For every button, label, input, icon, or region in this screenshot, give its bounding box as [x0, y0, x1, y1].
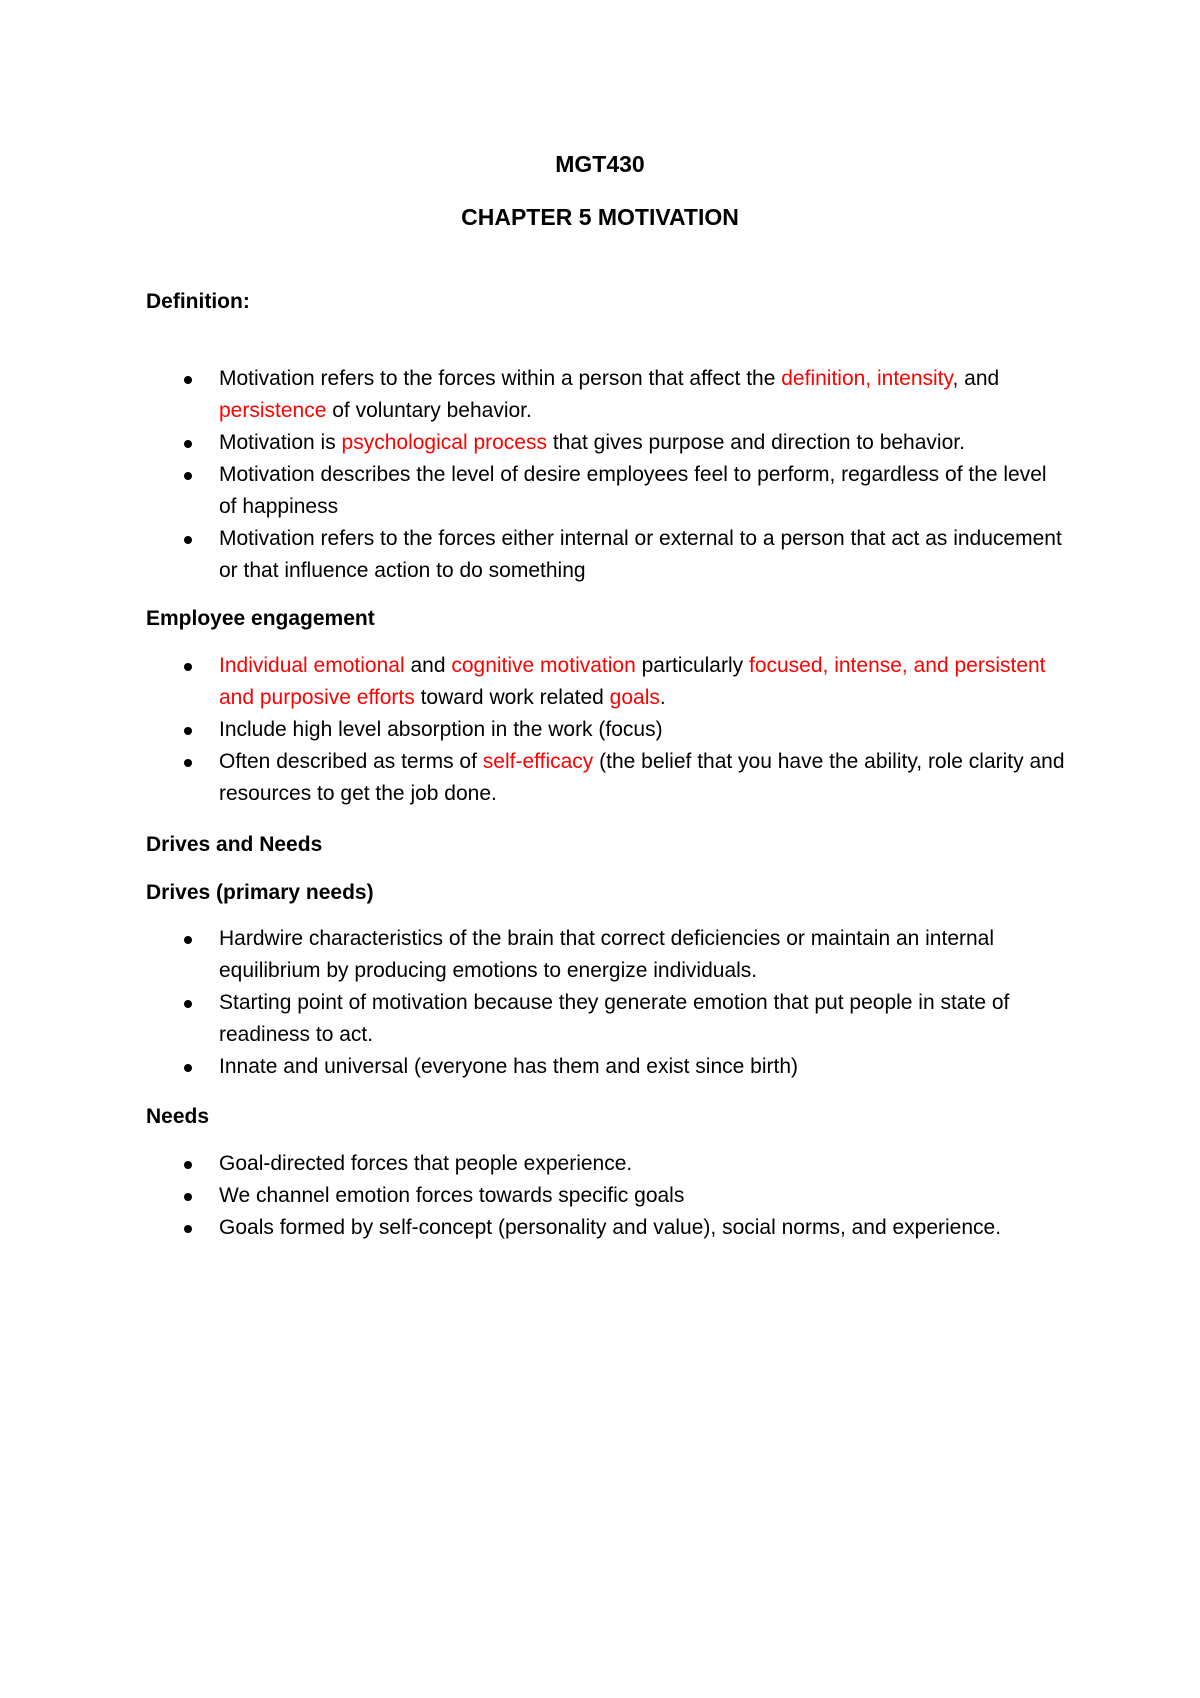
bullet-text	[219, 459, 1066, 523]
bullet-dot-icon	[184, 663, 192, 671]
highlighted-term: cognitive motivation	[451, 654, 636, 677]
bullet-item	[146, 987, 1066, 1051]
bullet-dot-icon	[184, 440, 192, 448]
bullet-text	[219, 1148, 1066, 1180]
employee-engagement-list	[146, 650, 1066, 810]
text-segment: We channel emotion forces towards specific goals	[219, 1184, 685, 1207]
bullet-item	[146, 650, 1066, 714]
bullet-dot-icon	[184, 759, 192, 767]
text-segment: Often described as terms of	[219, 750, 483, 773]
text-segment: Motivation is	[219, 431, 342, 454]
bullet-text	[219, 1180, 1066, 1212]
heading-employee-engagement: Employee engagement	[146, 607, 375, 630]
bullet-dot-icon	[184, 936, 192, 944]
bullet-dot-icon	[184, 472, 192, 480]
text-segment: toward work related	[414, 686, 610, 709]
drives-primary-list	[146, 923, 1066, 1083]
definition-list	[146, 363, 1066, 587]
text-segment: (the belief that you have the ability, role clarity and resources to get the job done.	[219, 750, 1065, 805]
bullet-text	[219, 1212, 1066, 1244]
highlighted-term: goals	[609, 686, 660, 709]
heading-drives-primary: Drives (primary needs)	[146, 881, 374, 904]
text-segment: Motivation refers to the forces either internal or external to a person that act as inducement or that influence action to do something	[219, 527, 1062, 582]
bullet-dot-icon	[184, 1000, 192, 1008]
highlighted-term: definition, intensity	[781, 367, 953, 390]
text-segment: Goal-directed forces that people experience.	[219, 1152, 633, 1175]
text-segment: that gives purpose and direction to behavior.	[546, 431, 965, 454]
bullet-item	[146, 714, 1066, 746]
bullet-text	[219, 523, 1066, 587]
bullet-text	[219, 1051, 1066, 1083]
bullet-text	[219, 923, 1066, 987]
text-segment: , and	[952, 367, 1000, 390]
text-segment: Starting point of motivation because they generate emotion that put people in state of readiness to act.	[219, 991, 1010, 1046]
bullet-text	[219, 714, 1066, 746]
bullet-dot-icon	[184, 536, 192, 544]
bullet-dot-icon	[184, 1225, 192, 1233]
bullet-item	[146, 523, 1066, 587]
bullet-text	[219, 363, 1066, 427]
bullet-text	[219, 746, 1066, 810]
text-segment: Hardwire characteristics of the brain that correct deficiencies or maintain an internal equilibrium by producing emotions to energize individuals.	[219, 927, 995, 982]
bullet-item	[146, 746, 1066, 810]
bullet-dot-icon	[184, 376, 192, 384]
highlighted-term: focused, intense, and persistent and purposive efforts	[219, 654, 1046, 709]
text-segment: and	[404, 654, 452, 677]
text-segment: particularly	[635, 654, 749, 677]
bullet-text	[219, 650, 1066, 714]
bullet-item	[146, 1180, 1066, 1212]
text-segment: Goals formed by self-concept (personality and value), social norms, and experience.	[219, 1216, 1002, 1239]
document-title: MGT430	[555, 151, 645, 177]
bullet-item	[146, 1212, 1066, 1244]
text-segment: Motivation refers to the forces within a person that affect the	[219, 367, 782, 390]
text-segment: of voluntary behavior.	[326, 399, 532, 422]
chapter-title: CHAPTER 5 MOTIVATION	[461, 204, 739, 230]
highlighted-term: Individual emotional	[219, 654, 405, 677]
bullet-text	[219, 427, 1066, 459]
text-segment: Innate and universal (everyone has them and exist since birth)	[219, 1055, 798, 1078]
text-segment: .	[659, 686, 666, 709]
bullet-dot-icon	[184, 1193, 192, 1201]
highlighted-term: self-efficacy	[482, 750, 594, 773]
needs-list	[146, 1148, 1066, 1244]
heading-needs: Needs	[146, 1105, 210, 1128]
bullet-item	[146, 1051, 1066, 1083]
bullet-text	[219, 987, 1066, 1051]
bullet-item	[146, 1148, 1066, 1180]
highlighted-term: persistence	[219, 399, 327, 422]
text-segment: Include high level absorption in the work (focus)	[219, 718, 663, 741]
highlighted-term: psychological process	[341, 431, 547, 454]
bullet-dot-icon	[184, 1064, 192, 1072]
heading-definition: Definition:	[146, 290, 250, 313]
bullet-dot-icon	[184, 1161, 192, 1169]
bullet-item	[146, 427, 1066, 459]
bullet-item	[146, 363, 1066, 427]
bullet-dot-icon	[184, 727, 192, 735]
heading-drives-and-needs: Drives and Needs	[146, 833, 323, 856]
bullet-item	[146, 923, 1066, 987]
text-segment: Motivation describes the level of desire employees feel to perform, regardless of the level of happiness	[219, 463, 1047, 518]
bullet-item	[146, 459, 1066, 523]
